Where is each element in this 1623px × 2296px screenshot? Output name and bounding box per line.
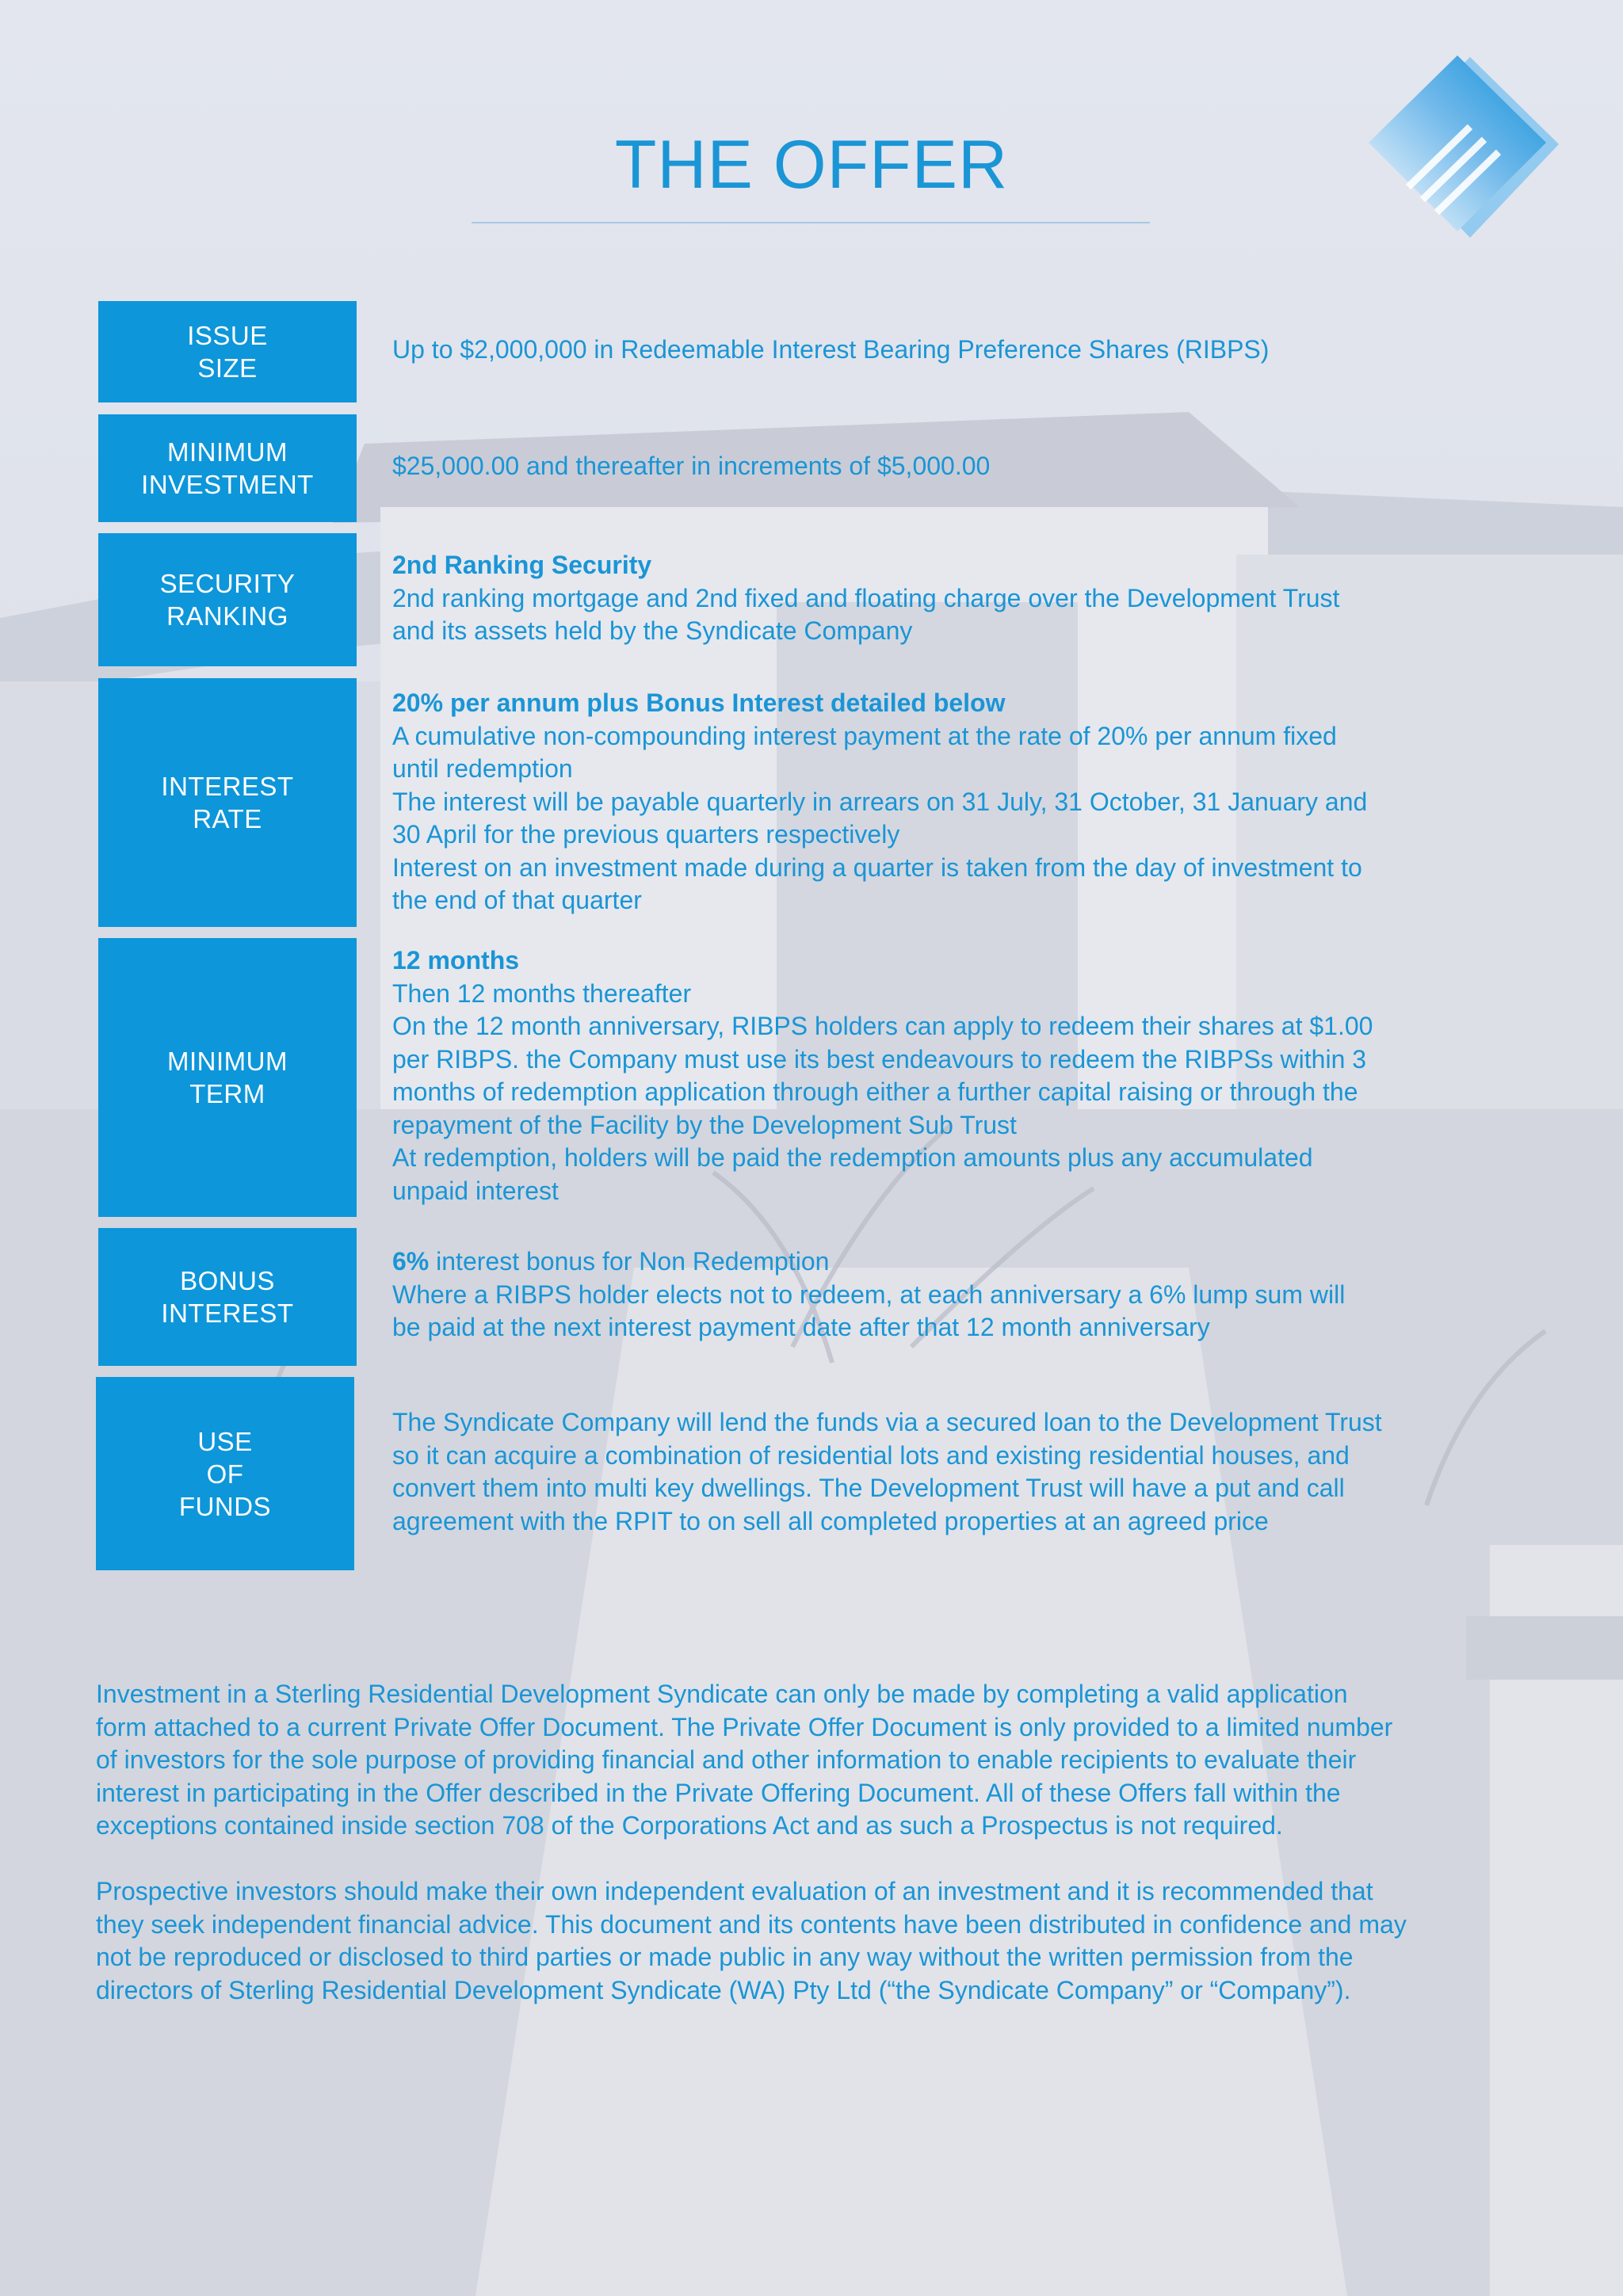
label-line: MINIMUM bbox=[167, 1047, 288, 1076]
value-line: 2nd ranking mortgage and 2nd fixed and floating charge over the Development Trust bbox=[392, 583, 1340, 612]
label-line: INTEREST bbox=[161, 772, 294, 801]
value-heading-bold: 6% bbox=[392, 1247, 430, 1276]
label-line: INTEREST bbox=[161, 1299, 294, 1328]
value-line: At redemption, holders will be paid the redemption amounts plus any accumulated bbox=[392, 1143, 1313, 1172]
value-heading: 12 months bbox=[392, 946, 520, 974]
value-minimum-term bbox=[392, 944, 1502, 1207]
paragraph-line: Investment in a Sterling Residential Development Syndicate can only be made by completing a valid application bbox=[96, 1680, 1348, 1708]
value-heading: 2nd Ranking Security bbox=[392, 551, 652, 579]
value-line: On the 12 month anniversary, RIBPS holders can apply to redeem their shares at $1.00 bbox=[392, 1012, 1373, 1040]
value-line: until redemption bbox=[392, 754, 573, 783]
label-line: FUNDS bbox=[178, 1491, 272, 1521]
disclaimer-paragraph-1 bbox=[96, 1678, 1562, 1843]
value-use-of-funds bbox=[392, 1406, 1502, 1538]
label-security-ranking bbox=[98, 533, 357, 666]
value-line: The Syndicate Company will lend the funds via a secured loan to the Development Trust bbox=[392, 1408, 1382, 1436]
value-security-ranking bbox=[392, 549, 1502, 648]
paragraph-line: exceptions contained inside section 708 of the Corporations Act and as such a Prospectus is not required. bbox=[96, 1811, 1283, 1840]
value-line: Then 12 months thereafter bbox=[392, 978, 692, 1008]
label-line: RATE bbox=[193, 804, 262, 833]
diamond-stripes-logo-icon bbox=[1359, 54, 1562, 244]
value-line: 30 April for the previous quarters respectively bbox=[392, 820, 900, 849]
value-issue-size bbox=[392, 334, 1502, 367]
value-line: agreement with the RPIT to on sell all completed properties at an agreed price bbox=[392, 1506, 1269, 1535]
value-line: months of redemption application through either a further capital raising or through the bbox=[392, 1077, 1358, 1106]
label-minimum-term bbox=[98, 938, 357, 1217]
paragraph-line: Prospective investors should make their own independent evaluation of an investment and it is recommended that bbox=[96, 1877, 1373, 1905]
value-line: convert them into multi key dwellings. The Development Trust will have a put and call bbox=[392, 1474, 1345, 1502]
value-line: be paid at the next interest payment date after that 12 month anniversary bbox=[392, 1313, 1210, 1341]
value-line: the end of that quarter bbox=[392, 886, 642, 914]
value-line: Interest on an investment made during a quarter is taken from the day of investment to bbox=[392, 852, 1362, 882]
label-line: TERM bbox=[189, 1079, 265, 1108]
value-heading: 20% per annum plus Bonus Interest detailed below bbox=[392, 688, 1006, 717]
label-line: SIZE bbox=[197, 353, 258, 383]
label-line: SECURITY bbox=[159, 569, 296, 598]
value-heading-rest: interest bonus for Non Redemption bbox=[429, 1247, 830, 1276]
label-minimum-investment bbox=[98, 414, 357, 522]
value-line: and its assets held by the Syndicate Company bbox=[392, 616, 913, 645]
value-minimum-investment bbox=[392, 450, 1502, 483]
label-line: ISSUE bbox=[187, 321, 268, 350]
value-line: so it can acquire a combination of residential lots and existing residential houses, and bbox=[392, 1440, 1350, 1470]
paragraph-line: form attached to a current Private Offer Document. The Private Offer Document is only provided to a limited number bbox=[96, 1712, 1393, 1741]
label-issue-size bbox=[98, 301, 357, 402]
value-line: per RIBPS. the Company must use its best endeavours to redeem the RIBPSs within 3 bbox=[392, 1044, 1367, 1074]
label-use-of-funds bbox=[96, 1377, 354, 1570]
value-line: A cumulative non-compounding interest payment at the rate of 20% per annum fixed bbox=[392, 721, 1337, 750]
label-line: RANKING bbox=[166, 601, 288, 631]
disclaimer-paragraph-2 bbox=[96, 1875, 1562, 2007]
label-line: USE bbox=[197, 1426, 253, 1456]
label-line: BONUS bbox=[180, 1266, 275, 1295]
value-line: The interest will be payable quarterly in arrears on 31 July, 31 October, 31 January and bbox=[392, 787, 1368, 816]
value-line: Up to $2,000,000 in Redeemable Interest Bearing Preference Shares (RIBPS) bbox=[392, 335, 1270, 364]
paragraph-line: not be reproduced or disclosed to third parties or made public in any way without the written permission from the bbox=[96, 1943, 1354, 1971]
paragraph-line: they seek independent financial advice. This document and its contents have been distributed in confidence and may bbox=[96, 1909, 1407, 1939]
page-title: THE OFFER bbox=[614, 127, 1009, 203]
value-line: repayment of the Facility by the Development Sub Trust bbox=[392, 1110, 1017, 1139]
label-bonus-interest bbox=[98, 1228, 357, 1366]
value-line: $25,000.00 and thereafter in increments of $5,000.00 bbox=[392, 452, 991, 480]
value-interest-rate bbox=[392, 687, 1502, 917]
title-divider bbox=[472, 222, 1150, 223]
value-line: unpaid interest bbox=[392, 1176, 559, 1205]
paragraph-line: directors of Sterling Residential Development Syndicate (WA) Pty Ltd (“the Syndicate Company” or “Company”). bbox=[96, 1975, 1351, 2004]
value-heading bbox=[392, 1245, 1502, 1279]
value-bonus-interest bbox=[392, 1245, 1502, 1344]
value-line: Where a RIBPS holder elects not to redeem, at each anniversary a 6% lump sum will bbox=[392, 1280, 1346, 1309]
paragraph-line: of investors for the sole purpose of providing financial and other information to enable recipients to evaluate their bbox=[96, 1745, 1357, 1774]
label-line: OF bbox=[206, 1459, 244, 1489]
label-line: MINIMUM bbox=[167, 437, 288, 467]
paragraph-line: interest in participating in the Offer described in the Private Offering Document. All of these Offers fall within the bbox=[96, 1778, 1341, 1807]
label-line: INVESTMENT bbox=[141, 470, 314, 499]
label-interest-rate bbox=[98, 678, 357, 927]
